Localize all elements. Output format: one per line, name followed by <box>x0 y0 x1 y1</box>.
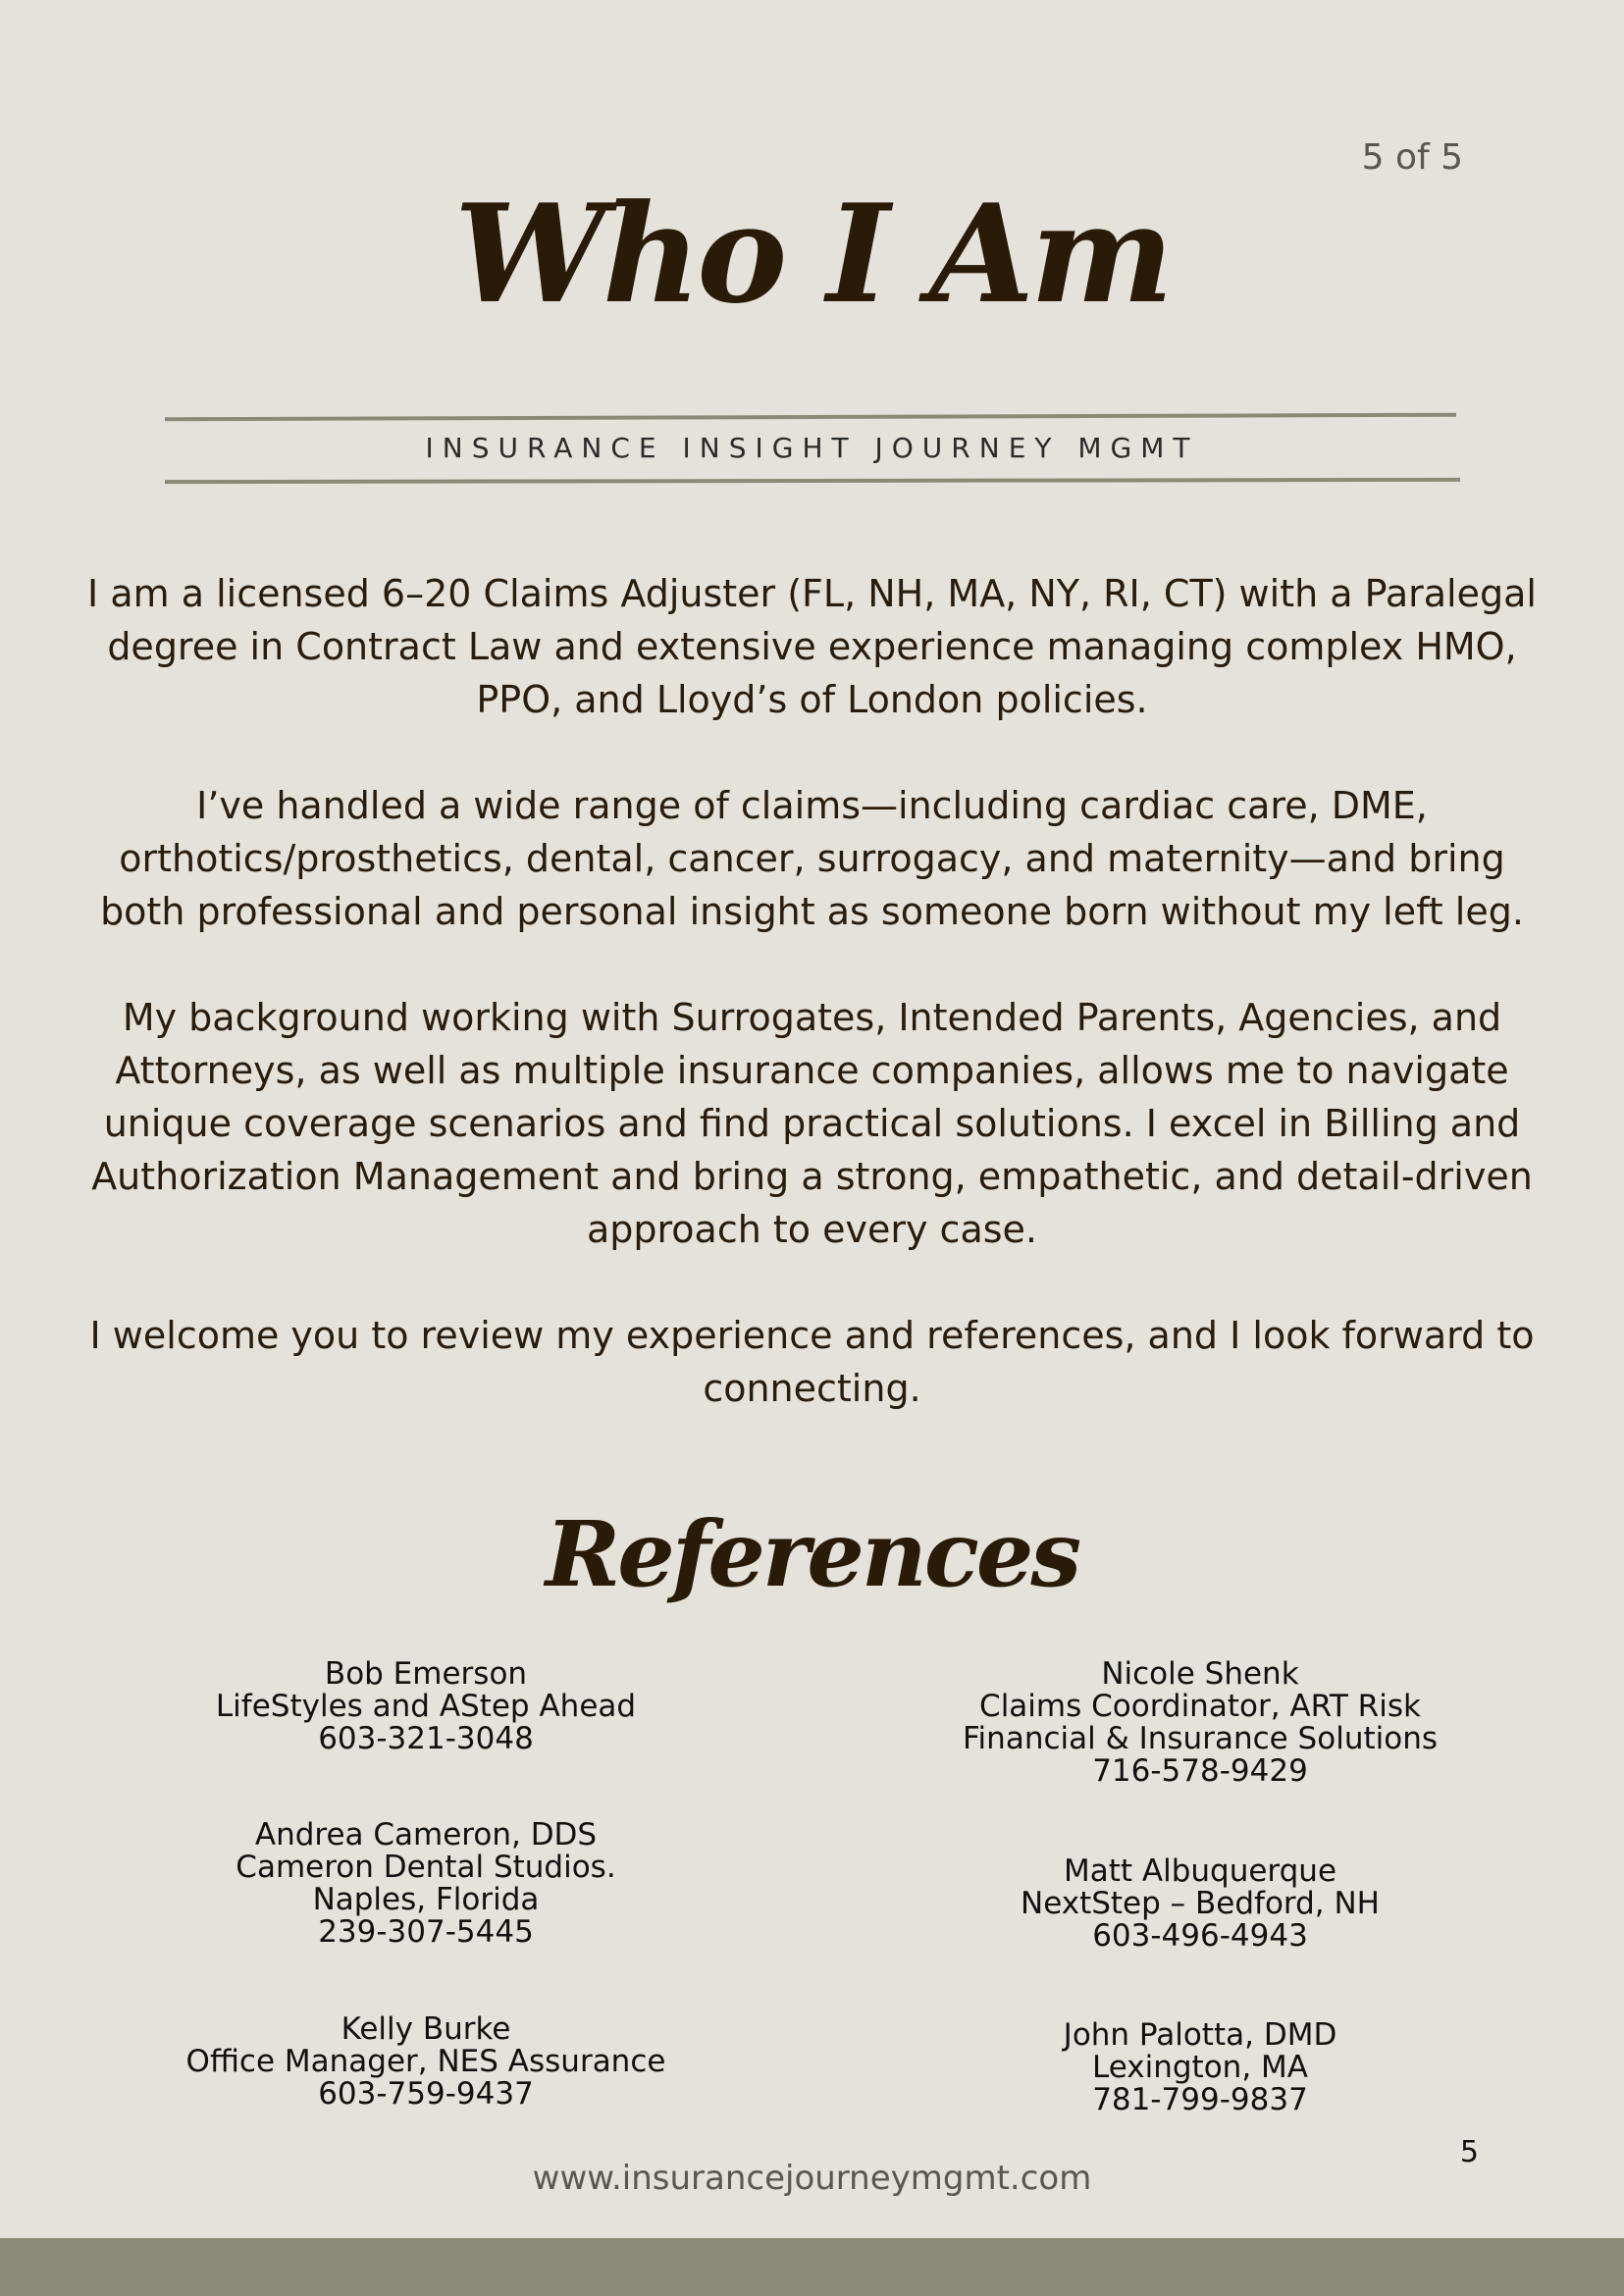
page-title: Who I Am <box>453 174 1171 334</box>
reference-phone: 716-578-9429 <box>1092 1753 1308 1789</box>
reference-entry <box>896 2019 1504 2116</box>
website-link[interactable]: www.insurancejourneymgmt.com <box>532 2159 1092 2198</box>
reference-name: Matt Albuquerque <box>1063 1853 1337 1889</box>
divider-top <box>165 413 1456 422</box>
bio-section <box>79 567 1545 1468</box>
reference-detail: Office Manager, NES Assurance <box>185 2044 666 2079</box>
reference-phone: 603-321-3048 <box>318 1721 534 1756</box>
bio-paragraph: I am a licensed 6–20 Claims Adjuster (FL, NH, MA, NY, RI, CT) with a Paralegal degree in Contract Law and extensive experience managing complex HMO, PPO, and Lloyd’s of London policies. <box>87 572 1537 721</box>
reference-detail: NextStep – Bedford, NH <box>1021 1886 1380 1921</box>
reference-detail: Lexington, MA <box>1092 2050 1308 2085</box>
reference-detail: Claims Coordinator, ART Risk <box>979 1689 1421 1724</box>
reference-entry <box>122 1819 730 1949</box>
footer-bar <box>0 2238 1624 2296</box>
reference-name: Nicole Shenk <box>1101 1656 1299 1692</box>
reference-phone: 239-307-5445 <box>318 1914 534 1950</box>
bio-paragraph: I’ve handled a wide range of claims—including cardiac care, DME, orthotics/prosthetics, dental, cancer, surrogacy, and maternity—and bring both professional and personal insight as someone born without my left leg. <box>100 784 1524 933</box>
bio-paragraph: My background working with Surrogates, Intended Parents, Agencies, and Attorneys, as well as multiple insurance companies, allows me to navigate unique coverage scenarios and find practical solutions. I excel in Billing and Authorization Management and bring a strong, empathetic, and detail-driven approach to every case. <box>91 996 1533 1251</box>
reference-detail: LifeStyles and AStep Ahead <box>215 1689 637 1724</box>
reference-name: John Palotta, DMD <box>1063 2017 1337 2053</box>
reference-detail: Financial & Insurance Solutions <box>962 1721 1438 1756</box>
page-number: 5 <box>1459 2135 1479 2169</box>
reference-entry <box>122 2013 730 2111</box>
divider-bottom <box>165 478 1460 484</box>
reference-entry <box>896 1658 1504 1788</box>
reference-phone: 781-799-9837 <box>1092 2082 1308 2117</box>
reference-detail: Cameron Dental Studios. <box>236 1850 616 1885</box>
references-title: References <box>545 1501 1079 1607</box>
reference-entry <box>122 1658 730 1755</box>
reference-entry <box>896 1855 1504 1953</box>
company-subtitle: INSURANCE INSIGHT JOURNEY MGMT <box>425 432 1199 464</box>
reference-name: Kelly Burke <box>341 2011 511 2047</box>
reference-name: Andrea Cameron, DDS <box>254 1817 598 1852</box>
bio-paragraph: I welcome you to review my experience and references, and I look forward to connecting. <box>89 1314 1535 1410</box>
reference-name: Bob Emerson <box>324 1656 528 1692</box>
reference-detail: Naples, Florida <box>312 1882 540 1917</box>
reference-phone: 603-759-9437 <box>318 2076 534 2112</box>
reference-phone: 603-496-4943 <box>1092 1918 1308 1954</box>
page-counter: 5 of 5 <box>1361 137 1463 178</box>
